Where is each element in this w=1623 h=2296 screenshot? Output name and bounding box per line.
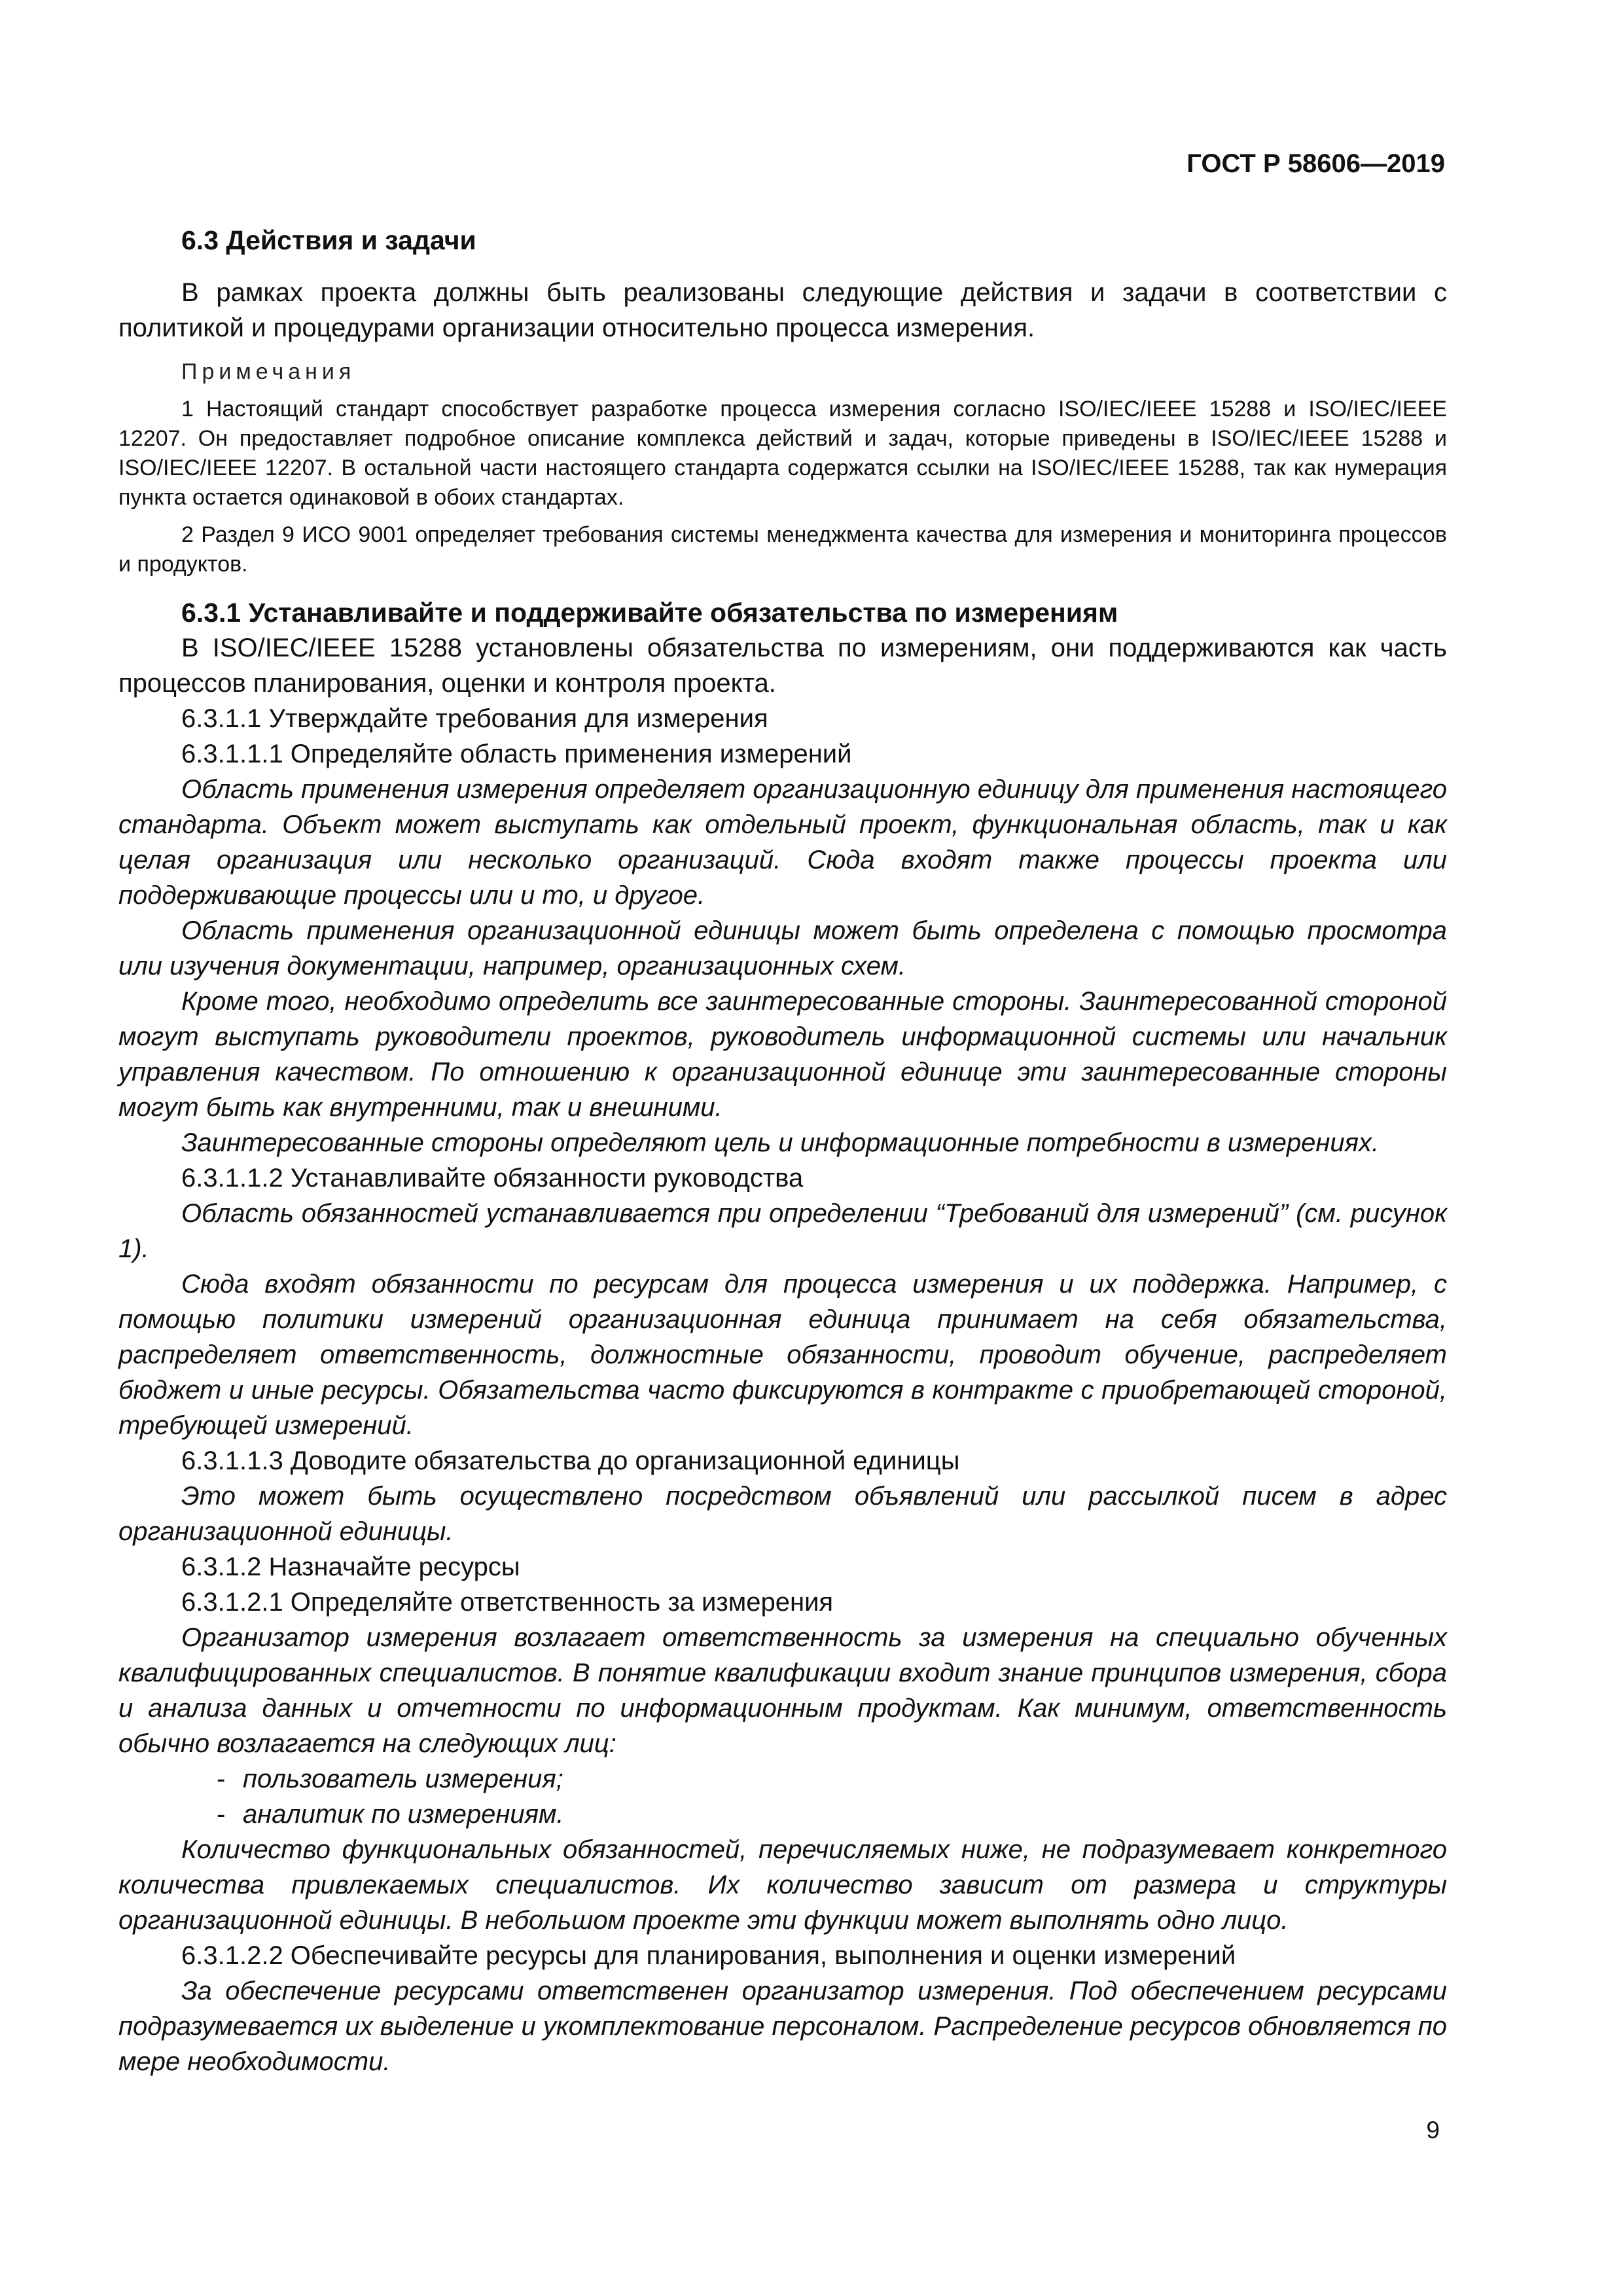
clause-6-3-1-1-1-para-4: Заинтересованные стороны определяют цель и информационные потребности в измерениях. [181,1128,1380,1157]
clause-6-3-1-1-2-para-2: Сюда входят обязанности по ресурсам для процесса измерения и их поддержка. Например, с помощью политики измерений организационная единица принимает на себя обязательства, распределяет ответственность, должностные обязанности, проводит обучение, распределяет бюджет и иные ресурсы. Обязательства часто фиксируются в контракте с приобретающей стороной, требующей измерений. [118,1270,1447,1440]
clause-6-3-1-1-1-para-2: Область применения организационной единицы может быть определена с помощью просмотра или изучения документации, например, организационных схем. [118,916,1447,980]
clause-6-3-1-1-1-para-3: Кроме того, необходимо определить все заинтересованные стороны. Заинтересованной стороной могут выступать руководители проектов, руководитель информационной системы или начальник управления качеством. По отношению к организационной единице эти заинтересованные стороны могут быть как внутренними, так и внешними. [118,987,1447,1122]
subsection-6-3-1-title: 6.3.1 Устанавливайте и поддерживайте обязательства по измерениям [181,598,1118,628]
section-title: 6.3 Действия и задачи [181,225,476,255]
document-body [118,223,1447,2079]
notes-block [118,357,1447,579]
clause-6-3-1-2-2-title: 6.3.1.2.2 Обеспечивайте ресурсы для планирования, выполнения и оценки измерений [181,1941,1236,1970]
clause-6-3-1-2-2-para-1: За обеспечение ресурсами ответственен организатор измерения. Под обеспечением ресурсами подразумевается их выделение и укомплектование персоналом. Распределение ресурсов обновляется по мере необходимости. [118,1977,1447,2076]
notes-label: Примечания [181,359,356,384]
clause-6-3-1-1-3-para-1: Это может быть осуществлено посредством объявлений или рассылкой писем в адрес организационной единицы. [118,1482,1447,1546]
list-item-text: аналитик по измерениям. [243,1800,564,1829]
clause-6-3-1-1-1-title: 6.3.1.1.1 Определяйте область применения измерений [181,740,852,768]
document-id: ГОСТ Р 58606—2019 [1186,149,1445,178]
clause-6-3-1-2-1-para-2: Количество функциональных обязанностей, перечисляемых ниже, не подразумевает конкретного количества привлекаемых специалистов. Их количество зависит от размера и структуры организационной единицы. В небольшом проекте эти функции может выполнять одно лицо. [118,1835,1447,1935]
clause-6-3-1-1-3-title: 6.3.1.1.3 Доводите обязательства до организационной единицы [181,1446,960,1475]
note-2: 2 Раздел 9 ИСО 9001 определяет требования системы менеджмента качества для измерения и мониторинга процессов и продуктов. [118,522,1447,577]
list-item-text: пользователь измерения; [243,1765,563,1793]
list-dash: - [217,1800,226,1829]
page-number: 9 [1426,2117,1440,2144]
clause-6-3-1-2-1-title: 6.3.1.2.1 Определяйте ответственность за измерения [181,1588,834,1617]
clause-6-3-1-1-title: 6.3.1.1 Утверждайте требования для измерения [181,704,768,733]
list-dash: - [217,1765,226,1793]
clause-6-3-1-1-2-title: 6.3.1.1.2 Устанавливайте обязанности руководства [181,1164,804,1193]
note-1: 1 Настоящий стандарт способствует разработке процесса измерения согласно ISO/IEC/IEEE 15288 и ISO/IEC/IEEE 12207. Он предоставляет подробное описание комплекса действий и задач, которые приведены в ISO/IEC/IEEE 15288 и ISO/IEC/IEEE 12207. В остальной части настоящего стандарта содержатся ссылки на ISO/IEC/IEEE 15288, так как нумерация пункта остается одинаковой в обоих стандартах. [118,397,1447,510]
list-item [118,1797,1447,1832]
list-item [118,1761,1447,1797]
clause-6-3-1-1-1-para-1: Область применения измерения определяет организационную единицу для применения настоящего стандарта. Объект может выступать как отдельный проект, функциональная область, так и как целая организация или несколько организаций. Сюда входят также процессы проекта или поддерживающие процессы или и то, и другое. [118,775,1447,910]
clause-6-3-1-2-title: 6.3.1.2 Назначайте ресурсы [181,1552,520,1581]
clause-6-3-1-1-2-para-1: Область обязанностей устанавливается при определении “Требований для измерений” (см. рисунок 1). [118,1199,1447,1263]
clause-6-3-1-2-1-para-1: Организатор измерения возлагает ответственность за измерения на специально обученных квалифицированных специалистов. В понятие квалификации входит знание принципов измерения, сбора и анализа данных и отчетности по информационным продуктам. Как минимум, ответственность обычно возлагается на следующих лиц: [118,1623,1447,1758]
section-intro: В рамках проекта должны быть реализованы следующие действия и задачи в соответствии с политикой и процедурами организации относительно процесса измерения. [118,278,1447,342]
subsection-6-3-1-text: В ISO/IEC/IEEE 15288 установлены обязательства по измерениям, они поддерживаются как часть процессов планирования, оценки и контроля проекта. [118,634,1447,698]
